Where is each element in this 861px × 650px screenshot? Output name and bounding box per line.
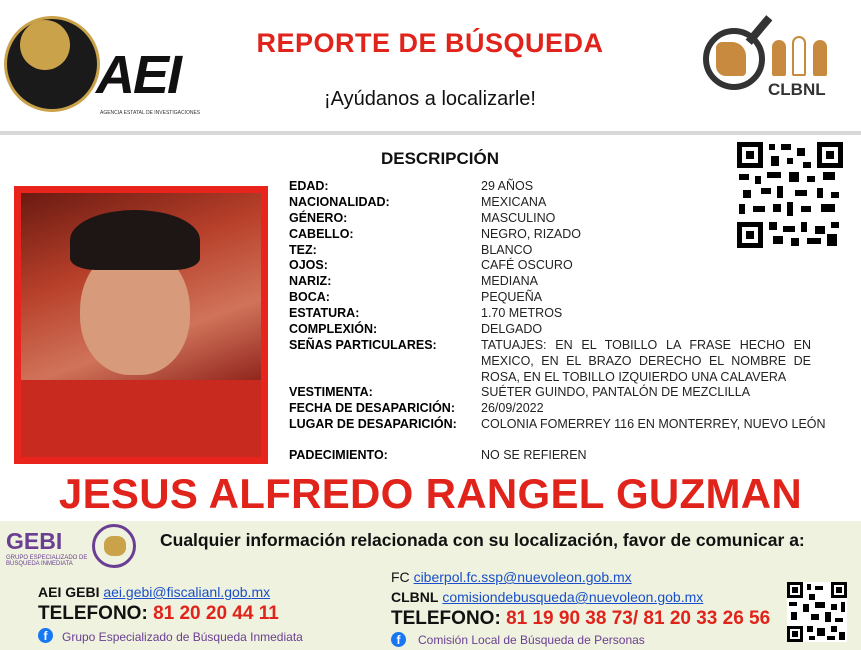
label-complexion: COMPLEXIÓN: [289, 322, 378, 336]
value-padecimiento: NO SE REFIEREN [481, 448, 587, 462]
aei-gebi-label: AEI GEBI [38, 584, 100, 600]
contact-instructions: Cualquier información relacionada con su localización, favor de comunicar a: [160, 530, 805, 550]
left-phone [38, 603, 279, 625]
label-cabello: CABELLO: [289, 227, 354, 241]
seal-emblem [20, 20, 70, 70]
qr-code-icon[interactable] [737, 142, 843, 248]
label-estatura: ESTATURA: [289, 306, 360, 320]
missing-person-name: JESUS ALFREDO RANGEL GUZMAN [58, 470, 803, 517]
page-subtitle: ¡Ayúdanos a localizarle! [324, 88, 536, 110]
gebi-logo: GEBI [6, 528, 63, 554]
gebi-logo-subtitle: GRUPO ESPECIALIZADO DE BÚSQUEDA INMEDIATA [6, 555, 88, 567]
label-edad: EDAD: [289, 179, 329, 193]
value-nariz: MEDIANA [481, 274, 538, 288]
facebook-icon[interactable]: f [391, 632, 406, 647]
label-tez: TEZ: [289, 243, 317, 257]
aei-logo: AEI [96, 45, 181, 105]
facebook-icon[interactable]: f [38, 628, 53, 643]
label-vestimenta: VESTIMENTA: [289, 385, 373, 399]
value-ojos: CAFÉ OSCURO [481, 258, 573, 272]
left-phone-label: TELEFONO: [38, 603, 148, 624]
value-boca: PEQUEÑA [481, 290, 543, 304]
person-figure-icon [813, 40, 827, 76]
clbnl-contact [391, 589, 703, 605]
person-figure-icon [792, 36, 806, 76]
photo-hair [70, 210, 200, 270]
label-nariz: NARIZ: [289, 274, 332, 288]
value-tez: BLANCO [481, 243, 533, 257]
value-vestimenta: SUÉTER GUINDO, PANTALÓN DE MEZCLILLA [481, 385, 751, 399]
description-title: DESCRIPCIÓN [380, 149, 500, 168]
value-fecha: 26/09/2022 [481, 401, 544, 415]
clbnl-logo-text: CLBNL [768, 80, 826, 99]
clbnl-label: CLBNL [391, 589, 439, 605]
label-nacionalidad: NACIONALIDAD: [289, 195, 390, 209]
value-edad: 29 AÑOS [481, 179, 534, 193]
value-lugar: COLONIA FOMERREY 116 EN MONTERREY, NUEVO LEÓN [481, 417, 826, 431]
right-phone-number[interactable]: 81 19 90 38 73/ 81 20 33 26 56 [506, 608, 771, 629]
value-complexion: DELGADO [481, 322, 543, 336]
value-estatura: 1.70 METROS [481, 306, 563, 320]
fc-contact [391, 569, 632, 585]
value-genero: MASCULINO [481, 211, 556, 225]
label-senas: SEÑAS PARTICULARES: [289, 338, 437, 352]
left-phone-number[interactable]: 81 20 20 44 11 [153, 603, 279, 624]
nuevo-leon-map-icon [716, 42, 746, 76]
value-senas: TATUAJES: EN EL TOBILLO LA FRASE HECHO EN MEXICO, EN EL BRAZO DERECHO EL NOMBRE DE ROSA, EN EL TOBILLO IZQUIERDO UNA CALAVERA [481, 338, 811, 384]
label-genero: GÉNERO: [289, 211, 348, 225]
gebi-facebook-link[interactable]: Grupo Especializado de Búsqueda Inmediata [62, 630, 303, 644]
label-lugar: LUGAR DE DESAPARICIÓN: [289, 417, 457, 431]
aei-gebi-contact [38, 584, 270, 600]
clbnl-facebook-link[interactable]: Comisión Local de Búsqueda de Personas [418, 633, 645, 647]
qr-code-icon[interactable] [787, 582, 847, 642]
page-title: REPORTE DE BÚSQUEDA [256, 28, 604, 58]
hand-icon [104, 536, 126, 556]
fc-email-link[interactable]: ciberpol.fc.ssp@nuevoleon.gob.mx [413, 569, 632, 585]
right-phone [391, 608, 770, 630]
clbnl-email-link[interactable]: comisiondebusqueda@nuevoleon.gob.mx [442, 589, 704, 605]
fc-label: FC [391, 569, 410, 585]
label-boca: BOCA: [289, 290, 330, 304]
label-padecimiento: PADECIMIENTO: [289, 448, 388, 462]
value-cabello: NEGRO, RIZADO [481, 227, 582, 241]
aei-logo-subtitle: AGENCIA ESTATAL DE INVESTIGACIONES [100, 110, 201, 116]
label-ojos: OJOS: [289, 258, 328, 272]
right-phone-label: TELEFONO: [391, 608, 501, 629]
aei-gebi-email-link[interactable]: aei.gebi@fiscalianl.gob.mx [103, 584, 271, 600]
photo-shirt [21, 380, 261, 457]
person-figure-icon [772, 40, 786, 76]
value-nacionalidad: MEXICANA [481, 195, 547, 209]
header-divider [0, 131, 861, 135]
label-fecha: FECHA DE DESAPARICIÓN: [289, 401, 455, 415]
